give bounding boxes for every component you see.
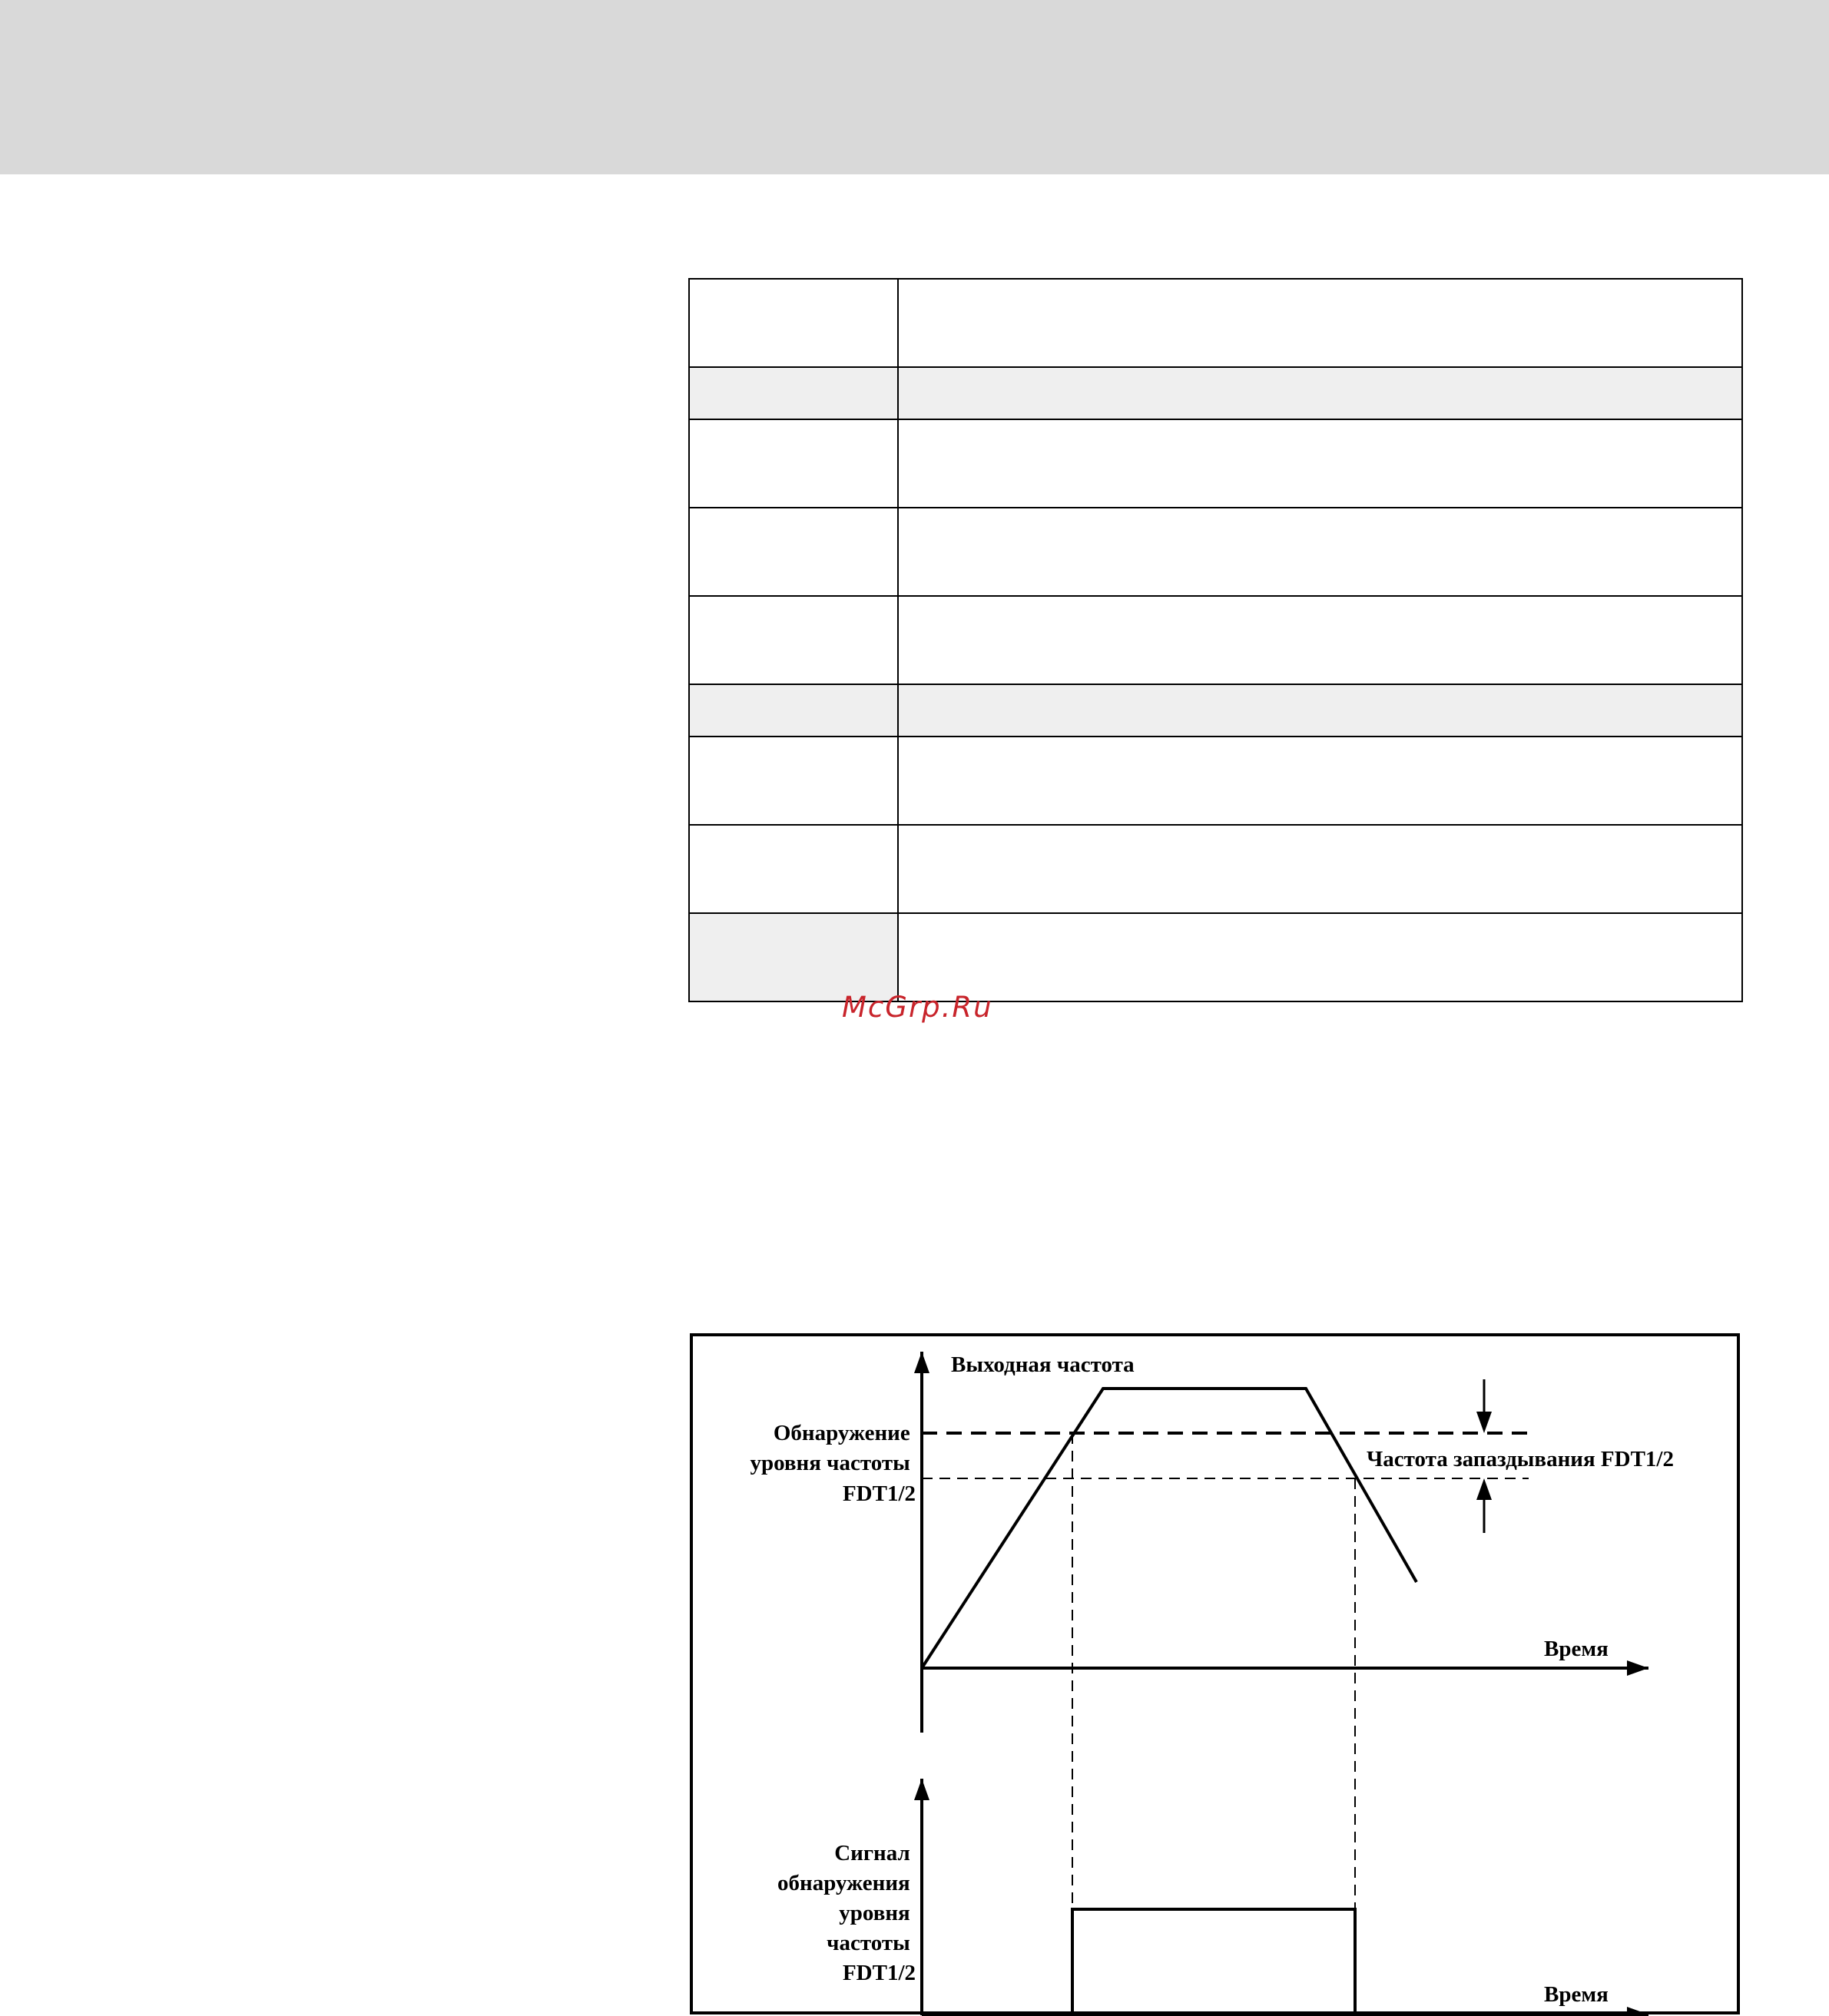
signal-label-line: обнаружения <box>777 1871 910 1895</box>
table-row <box>689 684 1742 737</box>
table-row <box>689 367 1742 419</box>
top-x-axis <box>922 1660 1648 1676</box>
lag-arrow-down <box>1476 1379 1492 1433</box>
detection-level-label-line: уровня частоты <box>750 1451 910 1475</box>
detection-level-label <box>750 1421 916 1506</box>
signal-label-line: FDT1/2 <box>842 1961 916 1985</box>
table-row <box>689 508 1742 596</box>
bottom-y-axis <box>914 1779 929 2015</box>
table-row <box>689 596 1742 684</box>
header-band <box>0 0 1829 174</box>
x-axis-label-top: Время <box>1544 1637 1609 1661</box>
detection-signal-pulse <box>1072 1909 1355 2014</box>
table-row <box>689 913 1742 1001</box>
detection-level-label-line: FDT1/2 <box>842 1481 916 1506</box>
x-axis-label-bottom: Время <box>1544 1982 1609 2007</box>
table-row <box>689 279 1742 367</box>
parameter-table <box>688 278 1743 1002</box>
output-frequency-curve <box>922 1389 1416 1668</box>
lag-arrow-up <box>1476 1478 1492 1533</box>
signal-label-line: частоты <box>827 1931 910 1955</box>
table-row <box>689 737 1742 825</box>
fdt-timing-diagram <box>688 1332 1741 2016</box>
table-row <box>689 825 1742 913</box>
watermark-text: McGrp.Ru <box>842 991 993 1024</box>
table-row <box>689 419 1742 508</box>
signal-label-line: Сигнал <box>834 1841 910 1865</box>
y-axis-label: Выходная частота <box>951 1352 1135 1377</box>
signal-label <box>777 1841 916 1985</box>
detection-level-label-line: Обнаружение <box>773 1421 910 1445</box>
lag-label: Частота запаздывания FDT1/2 <box>1367 1447 1674 1471</box>
signal-label-line: уровня <box>839 1901 910 1925</box>
